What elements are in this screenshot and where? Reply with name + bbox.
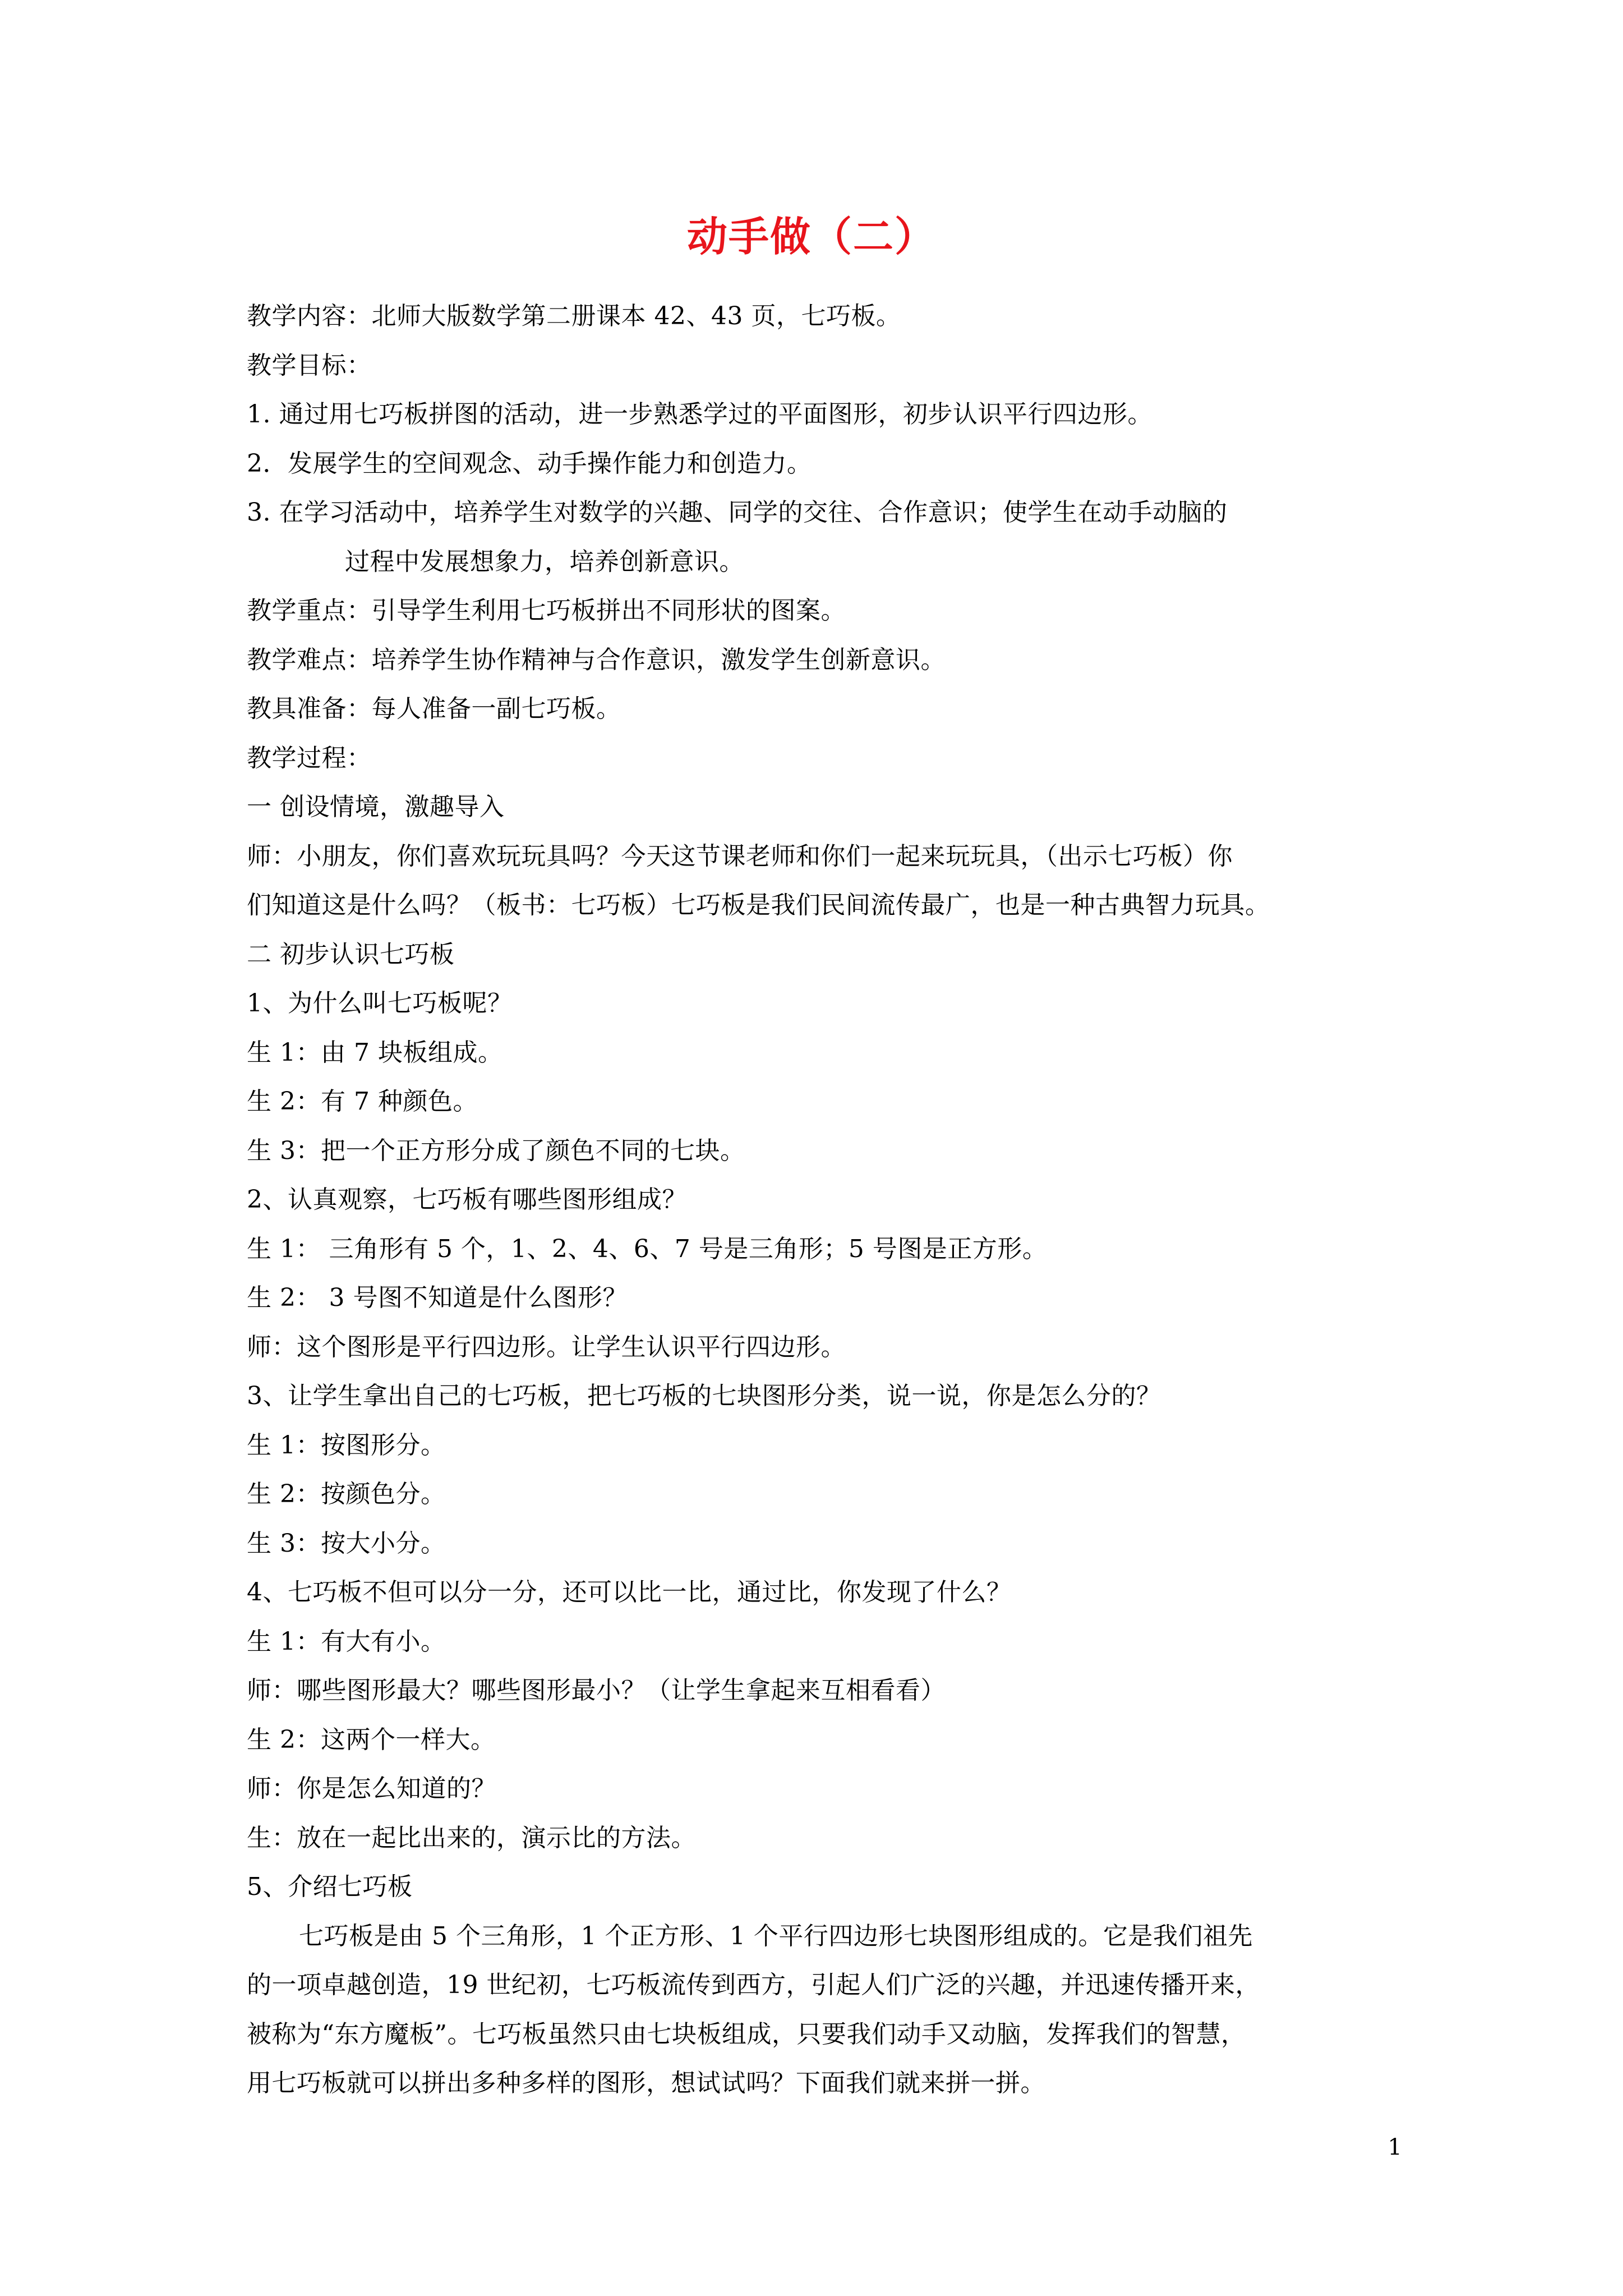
text-line: 生 2：这两个一样大。 bbox=[247, 1725, 496, 1754]
section-heading: 一 创设情境，激趣导入 bbox=[247, 793, 505, 821]
text-line: 过程中发展想象力，培养创新意识。 bbox=[345, 547, 744, 576]
text-line: 生：放在一起比出来的，演示比的方法。 bbox=[247, 1823, 696, 1852]
text-line: 教学内容：北师大版数学第二册课本 42、43 页，七巧板。 bbox=[247, 302, 901, 330]
paragraph-line: 的一项卓越创造，19 世纪初，七巧板流传到西方，引起人们广泛的兴趣，并迅速传播开来， bbox=[247, 1971, 1260, 1999]
paragraph-line: 被称为“东方魔板”。七巧板虽然只由七块板组成，只要我们动手又动脑，发挥我们的智慧， bbox=[247, 2019, 1246, 2049]
section-heading: 二 初步认识七巧板 bbox=[247, 940, 455, 969]
text-line: 师：哪些图形最大？哪些图形最小？（让学生拿起来互相看看） bbox=[247, 1676, 946, 1705]
text-line: 3、让学生拿出自己的七巧板，把七巧板的七块图形分类，说一说，你是怎么分的？ bbox=[247, 1382, 1161, 1410]
text-line: 教学难点：培养学生协作精神与合作意识，激发学生创新意识。 bbox=[247, 645, 946, 674]
text-line: 师：这个图形是平行四边形。让学生认识平行四边形。 bbox=[247, 1332, 846, 1361]
text-line: 教学过程： bbox=[247, 743, 372, 772]
text-line: 生 1：按图形分。 bbox=[247, 1430, 446, 1460]
text-line: 5、介绍七巧板 bbox=[247, 1872, 413, 1901]
text-line: 2．发展学生的空间观念、动手操作能力和创造力。 bbox=[247, 449, 812, 478]
text-line: 生 1：由 7 块板组成。 bbox=[247, 1038, 503, 1067]
text-line: 们知道这是什么吗？（板书：七巧板）七巧板是我们民间流传最广，也是一种古典智力玩具。 bbox=[247, 891, 1270, 919]
text-line: 生 1： 三角形有 5 个，1、2、4、6、7 号是三角形；5 号图是正方形。 bbox=[247, 1234, 1048, 1263]
text-line: 师：你是怎么知道的？ bbox=[247, 1774, 496, 1803]
paragraph-line: 七巧板是由 5 个三角形，1 个正方形、1 个平行四边形七块图形组成的。它是我们祖先 bbox=[299, 1921, 1253, 1950]
page-title: 动手做（二） bbox=[686, 213, 936, 260]
text-line: 生 3：把一个正方形分成了颜色不同的七块。 bbox=[247, 1136, 745, 1165]
text-line: 教学目标： bbox=[247, 351, 372, 380]
text-line: 2、认真观察，七巧板有哪些图形组成？ bbox=[247, 1185, 687, 1214]
text-line: 师：小朋友，你们喜欢玩玩具吗？今天这节课老师和你们一起来玩玩具，（出示七巧板）你 bbox=[247, 841, 1233, 871]
text-line: 3. 在学习活动中，培养学生对数学的兴趣、同学的交往、合作意识；使学生在动手动脑的 bbox=[247, 498, 1228, 527]
document-body bbox=[247, 292, 1396, 2108]
paragraph-line: 用七巧板就可以拼出多种多样的图形，想试试吗？下面我们就来拼一拼。 bbox=[247, 2069, 1045, 2097]
text-line: 1. 通过用七巧板拼图的活动，进一步熟悉学过的平面图形，初步认识平行四边形。 bbox=[247, 400, 1152, 429]
page-number: 1 bbox=[1387, 2134, 1402, 2160]
text-line: 生 2：按颜色分。 bbox=[247, 1480, 446, 1508]
text-line: 1、为什么叫七巧板呢？ bbox=[247, 989, 513, 1018]
text-line: 教具准备：每人准备一副七巧板。 bbox=[247, 694, 621, 723]
text-line: 生 3：按大小分。 bbox=[247, 1529, 446, 1558]
text-line: 教学重点：引导学生利用七巧板拼出不同形状的图案。 bbox=[247, 596, 846, 625]
text-line: 生 2： 3 号图不知道是什么图形？ bbox=[247, 1283, 628, 1312]
text-line: 生 2：有 7 种颜色。 bbox=[247, 1087, 478, 1116]
text-line: 4、七巧板不但可以分一分，还可以比一比，通过比，你发现了什么？ bbox=[247, 1578, 1012, 1607]
text-line: 生 1：有大有小。 bbox=[247, 1627, 446, 1656]
